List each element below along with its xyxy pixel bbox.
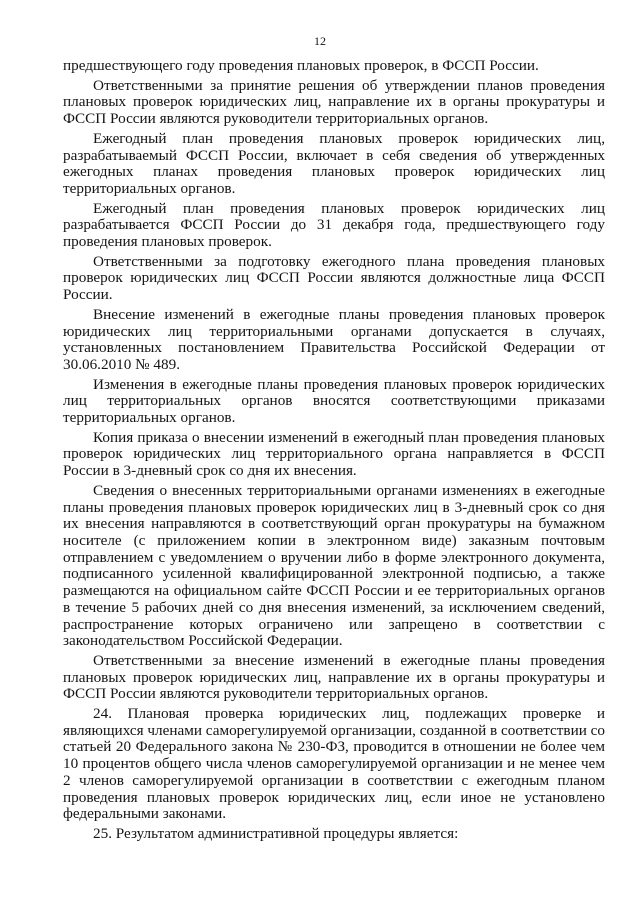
paragraph-annual-plan-contents: Ежегодный план проведения плановых проверок юридических лиц, разрабатываемый ФССП России, включает в себя сведения об утвержденных ежегодных планах проведения плановых проверок юридических лиц территориальных органов. <box>63 129 605 197</box>
paragraph-clause-24: 24. Плановая проверка юридических лиц, подлежащих проверке и являющихся членами саморегулируемой организации, созданной в соответствии со статьей 20 Федерального закона № 230-ФЗ, проводится в отношении не более чем 10 процентов общего числа членов саморегулируемой организации и не менее чем 2 членов саморегулируемой организации в соответствии с ежегодным планом проведения плановых проверок юридических лиц, если иное не установлено федеральными законами. <box>63 705 605 823</box>
paragraph-amendments-notification: Сведения о внесенных территориальными органами изменениях в ежегодные планы проведения плановых проверок юридических лиц в 3-дневный срок со дня их внесения направляются в соответствующий орган прокуратуры на бумажном носителе (с приложением копии в электронном виде) заказным почтовым отправлением с уведомлением о вручении либо в форме электронного документа, подписанного усиленной квалифицированной электронной подписью, а также размещаются на официальном сайте ФССП России и ее территориальных органов в течение 5 рабочих дней со дня внесения изменений, за исключением сведений, распространение которых ограничено или запрещено в соответствии с законодательством Российской Федерации. <box>63 481 605 650</box>
page-number: 12 <box>314 34 326 48</box>
document-body <box>63 58 605 843</box>
paragraph-responsible-approval: Ответственными за принятие решения об утверждении планов проведения плановых проверок юридических лиц, направление их в органы прокуратуры и ФССП России являются руководители территориальных органов. <box>63 76 605 128</box>
paragraph-amendments-cases: Внесение изменений в ежегодные планы проведения плановых проверок юридических лиц территориальными органами допускается в случаях, установленных постановлением Правительства Российской Федерации от 30.06.2010 № 489. <box>63 305 605 373</box>
paragraph-clause-25: 25. Результатом административной процедуры является: <box>93 824 459 842</box>
paragraph-annual-plan-deadline: Ежегодный план проведения плановых проверок юридических лиц разрабатывается ФССП России до 31 декабря года, предшествующего году проведения плановых проверок. <box>63 199 605 251</box>
paragraph-responsible-preparation: Ответственными за подготовку ежегодного плана проведения плановых проверок юридических лиц ФССП России являются должностные лица ФССП России. <box>63 252 605 304</box>
paragraph-continuation: предшествующего году проведения плановых проверок, в ФССП России. <box>63 57 539 74</box>
paragraph-amendments-orders: Изменения в ежегодные планы проведения плановых проверок юридических лиц территориальных органов вносятся соответствующими приказами территориальных органов. <box>63 375 605 427</box>
paragraph-responsible-amendments: Ответственными за внесение изменений в ежегодные планы проведения плановых проверок юридических лиц, направление их в органы прокуратуры и ФССП России являются руководители территориальных органов. <box>63 651 605 703</box>
paragraph-order-copy: Копия приказа о внесении изменений в ежегодный план проведения плановых проверок юридических лиц территориального органа направляется в ФССП России в 3-дневный срок со дня их внесения. <box>63 428 605 480</box>
